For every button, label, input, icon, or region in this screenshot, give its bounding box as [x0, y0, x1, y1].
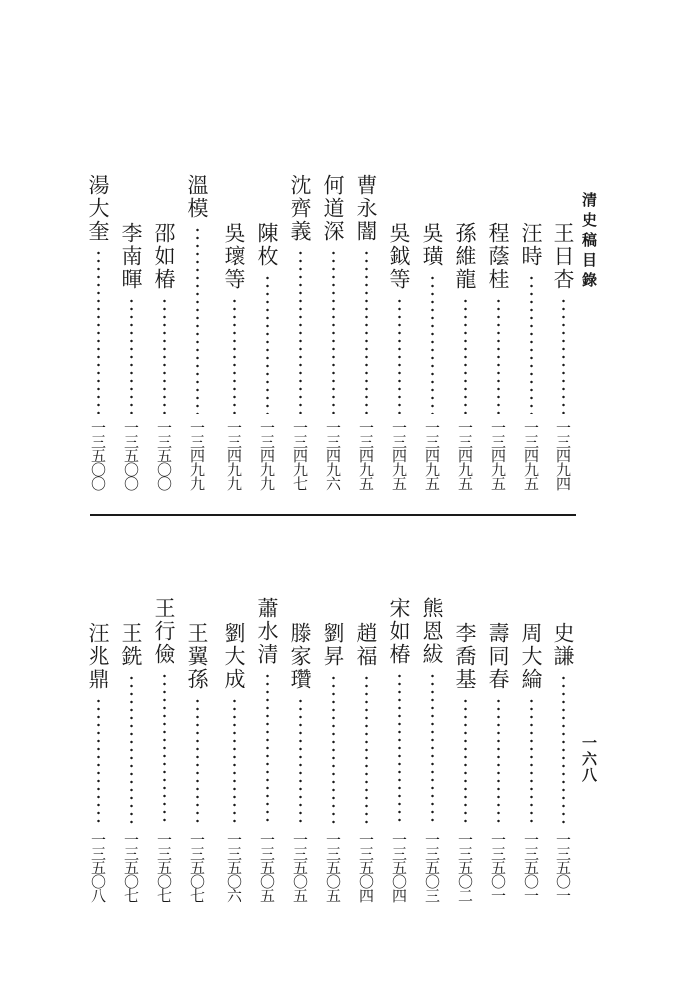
dot-leader: [266, 672, 269, 826]
dot-leader: [464, 697, 467, 826]
dot-leader: [431, 672, 434, 826]
entry-page-number: 一三五〇七: [155, 832, 173, 902]
dot-leader: [196, 697, 199, 826]
entry-name: 王翼孫: [185, 622, 209, 691]
entry-name: 何道深: [321, 174, 345, 243]
entry-page-number: 一三五〇二: [456, 832, 474, 902]
entry-page-number: 一三五〇一: [554, 832, 572, 902]
entry-name: 劉大成: [222, 622, 246, 691]
toc-entry: [518, 622, 544, 902]
entry-name: 蕭水清: [255, 597, 279, 666]
toc-entry: [287, 622, 313, 902]
entry-name: 王銑: [119, 622, 143, 668]
entry-name: 王日杏: [551, 222, 575, 291]
entry-page-number: 一三四九五: [423, 420, 441, 490]
toc-entry: [254, 597, 280, 902]
dot-leader: [130, 674, 133, 826]
toc-entry: [320, 622, 346, 902]
entry-page-number: 一三五〇一: [489, 832, 507, 902]
dot-leader: [163, 297, 166, 414]
entry-page-number: 一三四九七: [291, 420, 309, 490]
dot-leader: [299, 249, 302, 414]
entry-name: 宋如椿: [387, 597, 411, 666]
dot-leader: [398, 672, 401, 826]
entry-name: 劉昇: [321, 622, 345, 668]
toc-entry: [485, 622, 511, 902]
entry-page-number: 一三五〇七: [122, 832, 140, 902]
toc-entry: [353, 622, 379, 902]
dot-leader: [163, 672, 166, 826]
dot-leader: [299, 697, 302, 826]
toc-entry: [518, 222, 544, 490]
toc-entry: [151, 222, 177, 490]
toc-entry: [85, 622, 111, 902]
dot-leader: [196, 226, 199, 414]
dot-leader: [332, 249, 335, 414]
entry-page-number: 一三五〇四: [357, 832, 375, 902]
toc-entry: [184, 174, 210, 490]
dot-leader: [365, 249, 368, 414]
entry-name: 邵如椿: [152, 222, 176, 291]
entry-name: 溫模: [185, 174, 209, 220]
dot-leader: [130, 297, 133, 414]
toc-entry: [550, 622, 576, 902]
toc-entry: [118, 622, 144, 902]
entry-page-number: 一三五〇一: [522, 832, 540, 902]
entry-name: 陳枚: [255, 222, 279, 268]
entry-page-number: 一三五〇四: [390, 832, 408, 902]
entry-page-number: 一三四九九: [188, 420, 206, 490]
dot-leader: [398, 297, 401, 414]
entry-name: 李南暉: [119, 222, 143, 291]
dot-leader: [365, 674, 368, 826]
toc-entry: [184, 622, 210, 902]
dot-leader: [97, 697, 100, 826]
entry-name: 湯大奎: [86, 174, 110, 243]
entry-page-number: 一三四九五: [489, 420, 507, 490]
entry-page-number: 一三四九六: [324, 420, 342, 490]
entry-page-number: 一三五〇〇: [122, 420, 140, 490]
entry-page-number: 一三五〇五: [291, 832, 309, 902]
toc-entry: [221, 622, 247, 902]
dot-leader: [233, 297, 236, 414]
dot-leader: [530, 697, 533, 826]
dot-leader: [562, 674, 565, 826]
entry-name: 滕家瓚: [288, 622, 312, 691]
entry-name: 孫維龍: [453, 222, 477, 291]
dot-leader: [464, 297, 467, 414]
entry-page-number: 一三四九五: [357, 420, 375, 490]
dot-leader: [497, 697, 500, 826]
entry-page-number: 一三五〇八: [89, 832, 107, 902]
entry-page-number: 一三五〇五: [324, 832, 342, 902]
entry-page-number: 一三四九九: [258, 420, 276, 490]
entry-name: 沈齊義: [288, 174, 312, 243]
entry-name: 史謙: [551, 622, 575, 668]
entry-name: 曹永闇: [354, 174, 378, 243]
entry-page-number: 一三四九五: [522, 420, 540, 490]
toc-entry: [221, 222, 247, 490]
toc-entry: [151, 597, 177, 902]
entry-name: 吳璜: [420, 222, 444, 268]
toc-entry: [254, 222, 280, 490]
dot-leader: [562, 297, 565, 414]
dot-leader: [233, 697, 236, 826]
entry-name: 汪兆鼎: [86, 622, 110, 691]
section-divider: [90, 514, 576, 516]
toc-entry: [485, 222, 511, 490]
dot-leader: [332, 674, 335, 826]
toc-entry: [386, 222, 412, 490]
page-number: 一六八: [580, 735, 598, 783]
entry-page-number: 一三五〇五: [258, 832, 276, 902]
toc-entry: [386, 597, 412, 902]
entry-page-number: 一三五〇〇: [89, 420, 107, 490]
entry-name: 趙福: [354, 622, 378, 668]
toc-entry: [320, 174, 346, 490]
toc-entry: [452, 622, 478, 902]
entry-page-number: 一三五〇〇: [155, 420, 173, 490]
toc-entry: [452, 222, 478, 490]
entry-page-number: 一三五〇三: [423, 832, 441, 902]
entry-name: 汪時: [519, 222, 543, 268]
entry-name: 吳瓌等: [222, 222, 246, 291]
entry-page-number: 一三四九五: [456, 420, 474, 490]
toc-entry: [85, 174, 111, 490]
toc-entry: [118, 222, 144, 490]
toc-entry: [419, 222, 445, 490]
toc-entry: [353, 174, 379, 490]
dot-leader: [497, 297, 500, 414]
dot-leader: [266, 274, 269, 414]
entry-page-number: 一三四九五: [390, 420, 408, 490]
entry-name: 王行儉: [152, 597, 176, 666]
entry-name: 周大綸: [519, 622, 543, 691]
entry-page-number: 一三五〇七: [188, 832, 206, 902]
dot-leader: [97, 249, 100, 414]
entry-name: 李喬基: [453, 622, 477, 691]
entry-name: 熊恩紱: [420, 597, 444, 666]
toc-entry: [287, 174, 313, 490]
dot-leader: [431, 274, 434, 414]
entry-page-number: 一三四九九: [225, 420, 243, 490]
running-title: 清史稿目錄: [580, 192, 598, 292]
entry-name: 吳鉞等: [387, 222, 411, 291]
entry-page-number: 一三五〇六: [225, 832, 243, 902]
toc-entry: [419, 597, 445, 902]
toc-entry: [550, 222, 576, 490]
entry-name: 程蔭桂: [486, 222, 510, 291]
entry-name: 壽同春: [486, 622, 510, 691]
entry-page-number: 一三四九四: [554, 420, 572, 490]
dot-leader: [530, 274, 533, 414]
